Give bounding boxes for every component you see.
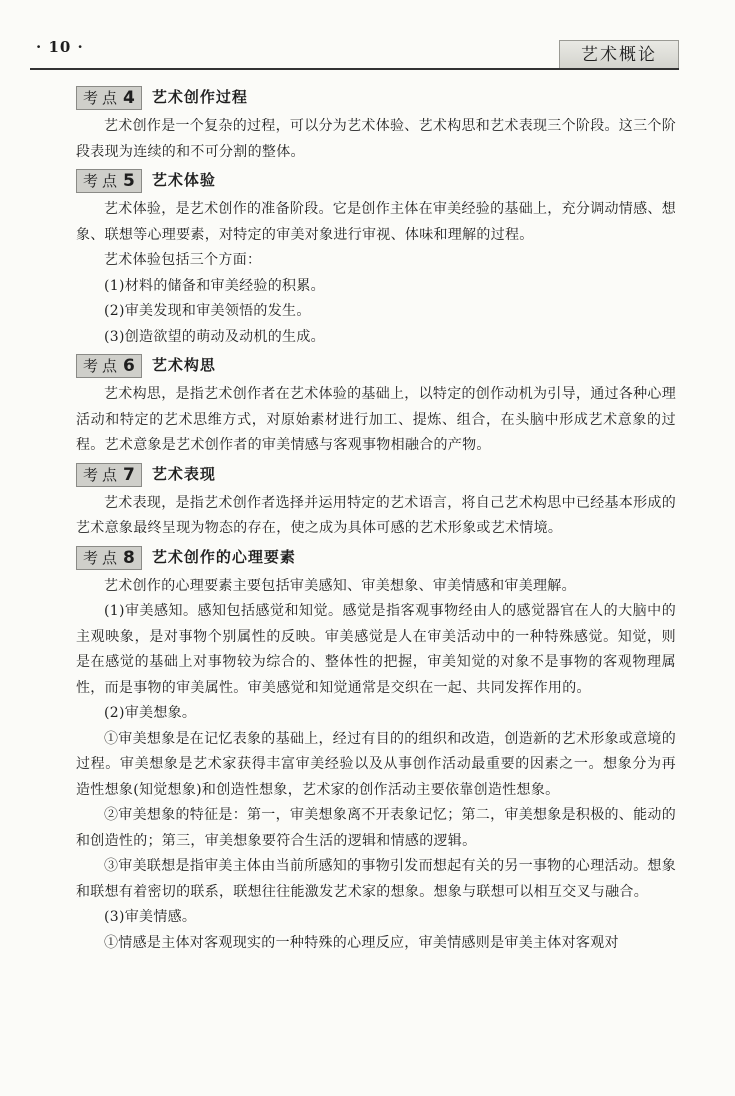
- kaodian-badge: 考点 6: [76, 354, 142, 378]
- page-body: [76, 82, 676, 956]
- paragraph: 艺术体验，是艺术创作的准备阶段。它是创作主体在审美经验的基础上，充分调动情感、想象、联想等心理要素，对特定的审美对象进行审视、体味和理解的过程。: [76, 201, 676, 243]
- page-header: [0, 28, 735, 68]
- list-item: (2)审美发现和审美领悟的发生。: [104, 303, 311, 319]
- paragraph: 艺术表现，是指艺术创作者选择并运用特定的艺术语言，将自己艺术构思中已经基本形成的艺术意象最终呈现为物态的存在，使之成为具体可感的艺术形象或艺术情境。: [76, 494, 676, 536]
- page-number: · 10 ·: [36, 38, 84, 56]
- book-title: 艺术概论: [559, 40, 679, 69]
- section-title: 艺术体验: [151, 171, 216, 190]
- section-heading-8: [76, 543, 676, 573]
- kaodian-badge: 考点 7: [76, 463, 142, 487]
- header-rule: [30, 68, 679, 70]
- paragraph: ③审美联想是指审美主体由当前所感知的事物引发而想起有关的另一事物的心理活动。想象和联想有着密切的联系，联想往往能激发艺术家的想象。想象与联想可以相互交叉与融合。: [76, 858, 676, 900]
- paragraph: (1)审美感知。感知包括感觉和知觉。感觉是指客观事物经由人的感觉器官在人的大脑中的主观映象，是对事物个别属性的反映。审美感觉是人在审美活动中的一种特殊感觉。知觉，则是在感觉的基础上对事物较为综合的、整体性的把握，审美知觉的对象不是事物的客观物理属性，而是事物的审美属性。审美感觉和知觉通常是交织在一起、共同发挥作用的。: [76, 603, 676, 696]
- section-heading-6: [76, 351, 676, 381]
- section-title: 艺术构思: [151, 356, 216, 375]
- paragraph: 艺术创作是一个复杂的过程，可以分为艺术体验、艺术构思和艺术表现三个阶段。这三个阶段表现为连续的和不可分割的整体。: [76, 118, 676, 160]
- paragraph: ①审美想象是在记忆表象的基础上，经过有目的的组织和改造，创造新的艺术形象或意境的过程。审美想象是艺术家获得丰富审美经验以及从事创作活动最重要的因素之一。想象分为再造性想象(知觉想象)和创造性想象，艺术家的创作活动主要依靠创造性想象。: [76, 730, 676, 798]
- paragraph: 艺术创作的心理要素主要包括审美感知、审美想象、审美情感和审美理解。: [104, 577, 576, 594]
- paragraph: 艺术体验包括三个方面：: [104, 252, 262, 268]
- list-item: (1)材料的储备和审美经验的积累。: [104, 277, 325, 294]
- paragraph: ②审美想象的特征是：第一，审美想象离不开表象记忆；第二，审美想象是积极的、能动的和创造性的；第三，审美想象要符合生活的逻辑和情感的逻辑。: [76, 807, 676, 849]
- paragraph: (2)审美想象。: [104, 705, 197, 721]
- paragraph: ①情感是主体对客观现实的一种特殊的心理反应，审美情感则是审美主体对客观对: [104, 934, 619, 951]
- section-heading-7: [76, 460, 676, 490]
- section-title: 艺术创作的心理要素: [151, 547, 296, 566]
- list-item: (3)创造欲望的萌动及动机的生成。: [104, 328, 325, 345]
- section-heading-5: [76, 166, 676, 196]
- paragraph: (3)审美情感。: [104, 909, 197, 925]
- section-heading-4: [76, 83, 676, 113]
- kaodian-badge: 考点 8: [76, 546, 142, 570]
- kaodian-badge: 考点 4: [76, 86, 142, 110]
- section-title: 艺术表现: [151, 464, 216, 483]
- kaodian-badge: 考点 5: [76, 169, 142, 193]
- section-title: 艺术创作过程: [151, 88, 248, 107]
- paragraph: 艺术构思，是指艺术创作者在艺术体验的基础上，以特定的创作动机为引导，通过各种心理活动和特定的艺术思维方式，对原始素材进行加工、提炼、组合，在头脑中形成艺术意象的过程。艺术意象是艺术创作者的审美情感与客观事物相融合的产物。: [76, 386, 676, 453]
